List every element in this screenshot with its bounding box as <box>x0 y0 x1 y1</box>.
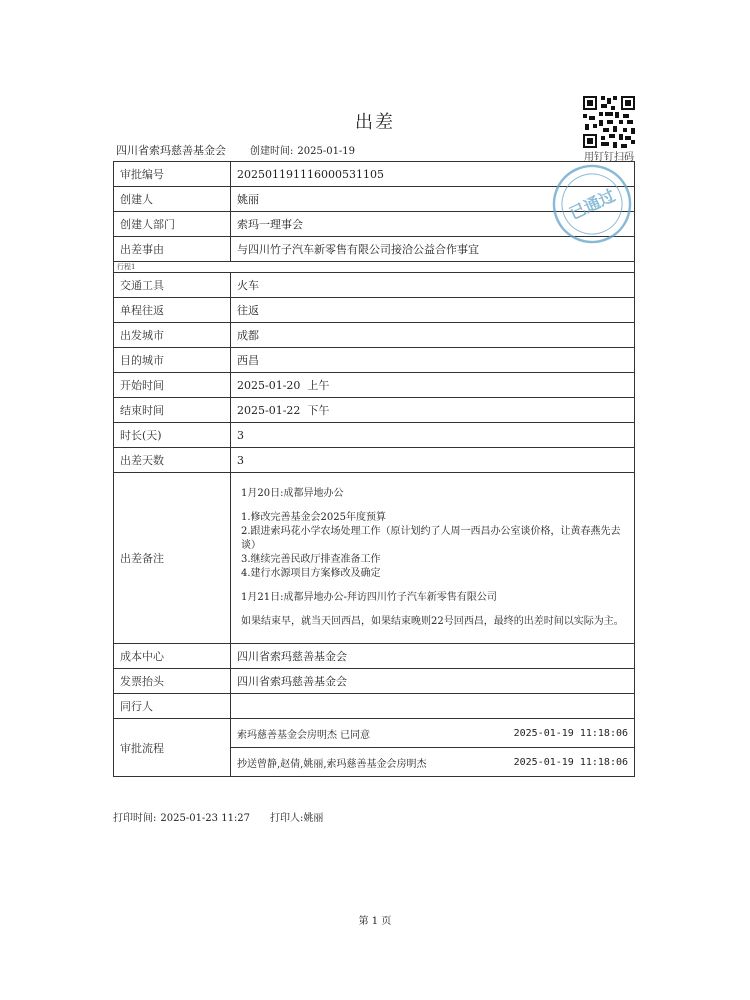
page-title: 出差 <box>355 112 395 133</box>
to-city-value: 西昌 <box>231 348 635 373</box>
from-city-value: 成都 <box>231 323 635 348</box>
table-row <box>114 273 635 298</box>
notes-line: 3.继续完善民政厅排查准备工作 <box>241 554 381 565</box>
end-time-value <box>231 398 635 423</box>
row-label: 同行人 <box>114 694 231 719</box>
table-row <box>114 644 635 669</box>
start-period: 上午 <box>307 379 330 392</box>
organization-name: 四川省索玛慈善基金会 <box>116 144 226 157</box>
row-label: 出差备注 <box>114 473 231 644</box>
trip-type-value: 往返 <box>231 298 635 323</box>
table-row <box>114 669 635 694</box>
print-time <box>113 809 254 824</box>
table-row <box>114 719 635 748</box>
row-label: 成本中心 <box>114 644 231 669</box>
notes-line: 1月20日:成都异地办公 <box>241 488 344 499</box>
end-date: 2025-01-22 <box>237 404 301 417</box>
row-label: 出发城市 <box>114 323 231 348</box>
created-time-value: 2025-01-19 <box>297 146 356 157</box>
trip-section-label: 行程1 <box>114 262 635 273</box>
qr-scan-label: 用钉钉扫码 <box>584 152 634 163</box>
table-row <box>114 348 635 373</box>
table-row <box>114 473 635 644</box>
printer <box>270 809 323 824</box>
row-label: 审批编号 <box>114 162 231 187</box>
flow-step-time: 2025-01-19 11:18:06 <box>513 756 628 768</box>
row-label: 审批流程 <box>114 719 231 777</box>
approval-number-value: 202501191116000531105 <box>231 162 635 187</box>
table-row <box>114 323 635 348</box>
approved-stamp <box>548 160 636 248</box>
print-time-label: 打印时间: <box>113 813 157 824</box>
end-period: 下午 <box>307 404 330 417</box>
trip-section-row <box>114 262 635 273</box>
flow-step-text: 抄送曾静,赵倩,姚丽,索玛慈善基金会房明杰 <box>237 758 427 770</box>
table-row <box>114 423 635 448</box>
approval-table <box>113 161 635 777</box>
stamp-text: 已通过 <box>566 185 618 224</box>
printer-label: 打印人: <box>270 813 304 824</box>
row-label: 开始时间 <box>114 373 231 398</box>
flow-step-text: 索玛慈善基金会房明杰 已同意 <box>237 729 371 741</box>
flow-step-time: 2025-01-19 11:18:06 <box>513 727 628 739</box>
table-row <box>114 298 635 323</box>
row-label: 出差天数 <box>114 448 231 473</box>
cost-center-value: 四川省索玛慈善基金会 <box>231 644 635 669</box>
row-label: 单程往返 <box>114 298 231 323</box>
print-time-value: 2025-01-23 11:27 <box>160 813 251 824</box>
notes-line: 1月21日:成都异地办公-拜访四川竹子汽车新零售有限公司 <box>241 592 497 603</box>
companion-value <box>231 694 635 719</box>
invoice-title-value: 四川省索玛慈善基金会 <box>231 669 635 694</box>
row-label: 结束时间 <box>114 398 231 423</box>
created-time-label: 创建时间: <box>250 146 294 157</box>
row-label: 创建人 <box>114 187 231 212</box>
row-label: 出差事由 <box>114 237 231 262</box>
row-label: 目的城市 <box>114 348 231 373</box>
row-label: 时长(天) <box>114 423 231 448</box>
table-row <box>114 398 635 423</box>
notes-line: 2.跟进索玛花小学农场处理工作（原计划约了人周一西昌办公室谈价格，让黄春燕先去谈） <box>241 526 621 551</box>
trip-days-value: 3 <box>231 448 635 473</box>
qr-code-icon <box>583 96 635 148</box>
flow-step <box>231 748 635 777</box>
table-row <box>114 448 635 473</box>
reason-value: 与四川竹子汽车新零售有限公司接洽公益合作事宜 <box>231 237 635 262</box>
created-time <box>250 142 359 157</box>
creator-value: 姚丽 <box>231 187 635 212</box>
notes-line: 如果结束早，就当天回西昌，如果结束晚则22号回西昌，最终的出差时间以实际为主。 <box>241 616 624 627</box>
printer-name: 姚丽 <box>303 813 324 824</box>
start-time-value <box>231 373 635 398</box>
row-label: 发票抬头 <box>114 669 231 694</box>
notes-line: 4.建行水源项目方案修改及确定 <box>241 568 381 579</box>
row-label: 创建人部门 <box>114 212 231 237</box>
flow-step <box>231 719 635 748</box>
creator-dept-value: 索玛一理事会 <box>231 212 635 237</box>
start-date: 2025-01-20 <box>237 379 301 392</box>
row-label: 交通工具 <box>114 273 231 298</box>
page-number: 第 1 页 <box>358 916 392 927</box>
notes-line: 1.修改完善基金会2025年度预算 <box>241 512 386 523</box>
table-row <box>114 373 635 398</box>
transport-value: 火车 <box>231 273 635 298</box>
table-row <box>114 694 635 719</box>
notes-value <box>231 473 635 644</box>
duration-value: 3 <box>231 423 635 448</box>
